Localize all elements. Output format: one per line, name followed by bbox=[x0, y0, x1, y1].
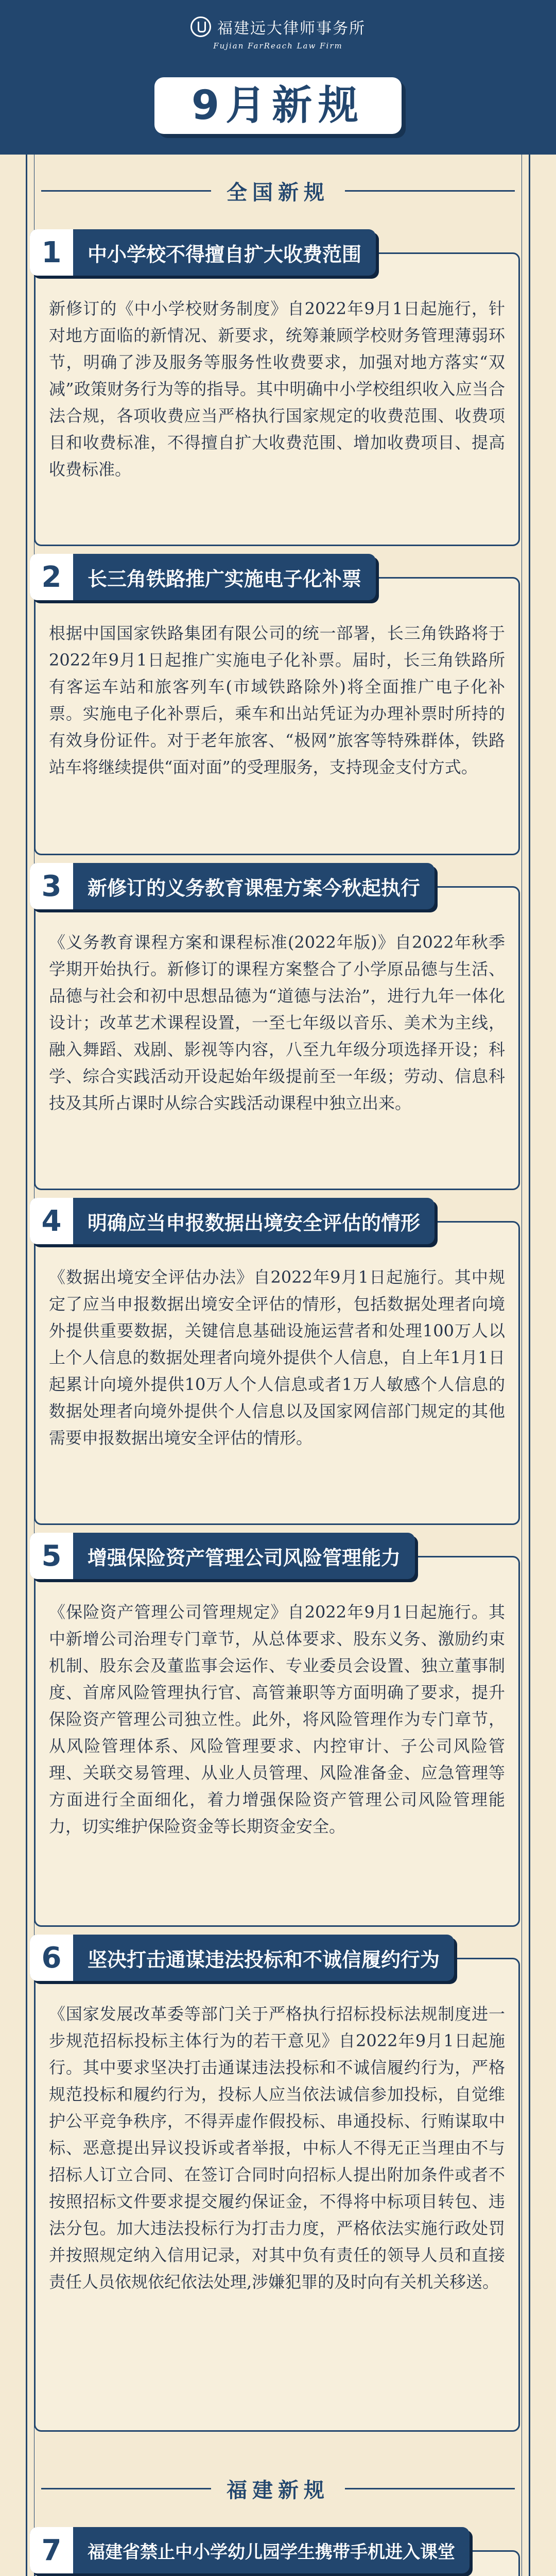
rule-title: 中小学校不得擅自扩大收费范围 bbox=[88, 243, 362, 266]
section-title: 福建新规 bbox=[227, 2478, 329, 2502]
rule-body: 《保险资产管理公司管理规定》自2022年9月1日起施行。其中新增公司治理专门章节，从总体要求、股东义务、激励约束机制、股东会及董监事会运作、专业委员会设置、独立董事制度、首席风险管理执行官、高管兼职等方面明确了要求，提升保险资产管理公司独立性。此外，将风险管理作为专门章节，从风险管理体系、风险管理要求、内控审计、子公司风险管理、关联交易管理、从业人员管理、风险准备金、应急管理等方面进行全面细化，着力增强保险资产管理公司风险管理能力，切实维护保险资金等长期资金安全。 bbox=[49, 1602, 505, 1836]
rule-number: 7 bbox=[30, 2527, 73, 2573]
rule-title: 福建省禁止中小学幼儿园学生携带手机进入课堂 bbox=[88, 2541, 455, 2563]
rule-tab-1 bbox=[30, 229, 376, 276]
rule-tab-6 bbox=[30, 1935, 454, 1981]
rule-number: 2 bbox=[30, 554, 73, 600]
divider bbox=[41, 190, 211, 192]
rule-body: 《义务教育课程方案和课程标准(2022年版)》自2022年秋季学期开始执行。新修订的课程方案整合了小学原品德与生活、品德与社会和初中思想品德为“道德与法治”，进行九年一体化设计；改革艺术课程设置，一至七年级以音乐、美术为主线，融入舞蹈、戏剧、影视等内容，八至九年级分项选择开设；科学、综合实践活动开设起始年级提前至一年级；劳动、信息科技及其所占课时从综合实践活动课程中独立出来。 bbox=[49, 933, 505, 1113]
rule-tab-7 bbox=[30, 2527, 470, 2573]
brand-subtitle: Fujian FarReach Law Firm bbox=[213, 41, 343, 50]
rule-number: 1 bbox=[30, 229, 73, 276]
rule-number: 4 bbox=[30, 1198, 73, 1244]
rule-title: 新修订的义务教育课程方案今秋起执行 bbox=[88, 876, 421, 900]
rule-title: 长三角铁路推广实施电子化补票 bbox=[88, 567, 362, 590]
rule-title: 增强保险资产管理公司风险管理能力 bbox=[88, 1546, 401, 1569]
rule-body: 《国家发展改革委等部门关于严格执行招标投标法规制度进一步规范招标投标主体行为的若干意见》自2022年9月1日起施行。其中要求坚决打击通谋违法投标和不诚信履约行为，严格规范投标和履约行为，投标人应当依法诚信参加投标，自觉维护公平竞争秩序，不得弄虚作假投标、串通投标、行贿谋取中标、恶意提出异议投诉或者举报，中标人不得无正当理由不与招标人订立合同、在签订合同时向招标人提出附加条件或者不按照招标文件要求提交履约保证金，不得将中标项目转包、违法分包。加大违法投标行为打击力度，严格依法实施行政处罚并按照规定纳入信用记录，对其中负有责任的领导人员和直接责任人员依规依纪依法处理,涉嫌犯罪的及时向有关机关移送。 bbox=[49, 2004, 505, 2292]
header bbox=[0, 0, 556, 155]
rule-card-3 bbox=[34, 886, 520, 1190]
rule-card-5 bbox=[34, 1556, 520, 1927]
rule-number: 6 bbox=[30, 1935, 73, 1981]
rule-tab-5 bbox=[30, 1533, 415, 1579]
divider bbox=[345, 2488, 515, 2489]
rule-number: 5 bbox=[30, 1533, 73, 1579]
rule-card-6 bbox=[34, 1958, 520, 2432]
rule-body: 新修订的《中小学校财务制度》自2022年9月1日起施行，针对地方面临的新情况、新要求，统筹兼顾学校财务管理薄弱环节，明确了涉及服务等服务性收费要求，加强对地方落实“双减”政策财务行为等的指导。其中明确中小学校组织收入应当合法合规，各项收费应当严格执行国家规定的收费范围、收费项目和收费标准，不得擅自扩大收费范围、增加收费项目、提高收费标准。 bbox=[49, 299, 505, 479]
divider bbox=[41, 2488, 211, 2489]
rule-body: 《数据出境安全评估办法》自2022年9月1日起施行。其中规定了应当申报数据出境安全评估的情形，包括数据处理者向境外提供重要数据，关键信息基础设施运营者和处理100万人以上个人信息的数据处理者向境外提供个人信息，自上年1月1日起累计向境外提供10万人个人信息或者1万人敏感个人信息的数据处理者向境外提供个人信息以及国家网信部门规定的其他需要申报数据出境安全评估的情形。 bbox=[49, 1267, 505, 1448]
brand-logo bbox=[0, 15, 556, 50]
rule-title: 坚决打击通谋违法投标和不诚信履约行为 bbox=[88, 1948, 440, 1971]
rule-number: 3 bbox=[30, 863, 73, 909]
rule-card-4 bbox=[34, 1221, 520, 1525]
title-banner bbox=[154, 77, 402, 134]
brand-emblem-icon bbox=[190, 16, 211, 37]
section-heading-fujian bbox=[26, 2468, 530, 2509]
rule-card-1 bbox=[34, 252, 520, 546]
rule-body: 根据中国国家铁路集团有限公司的统一部署，长三角铁路将于2022年9月1日起推广实施电子化补票。届时，长三角铁路所有客运车站和旅客列车(市域铁路除外)将全面推广电子化补票。实施电子化补票后，乘车和出站凭证为办理补票时所持的有效身份证件。对于老年旅客、“极网”旅客等特殊群体，铁路站车将继续提供“面对面”的受理服务，支持现金支付方式。 bbox=[49, 623, 505, 777]
rule-tab-3 bbox=[30, 863, 435, 909]
section-title: 全国新规 bbox=[227, 180, 329, 205]
divider bbox=[345, 190, 515, 192]
rule-tab-2 bbox=[30, 554, 376, 600]
page-title: 9月新规 bbox=[191, 82, 365, 129]
brand-name: 福建远大律师事务所 bbox=[217, 20, 366, 38]
rule-title: 明确应当申报数据出境安全评估的情形 bbox=[88, 1211, 421, 1234]
section-heading-national bbox=[26, 170, 530, 211]
rule-card-2 bbox=[34, 577, 520, 855]
rule-tab-4 bbox=[30, 1198, 435, 1244]
